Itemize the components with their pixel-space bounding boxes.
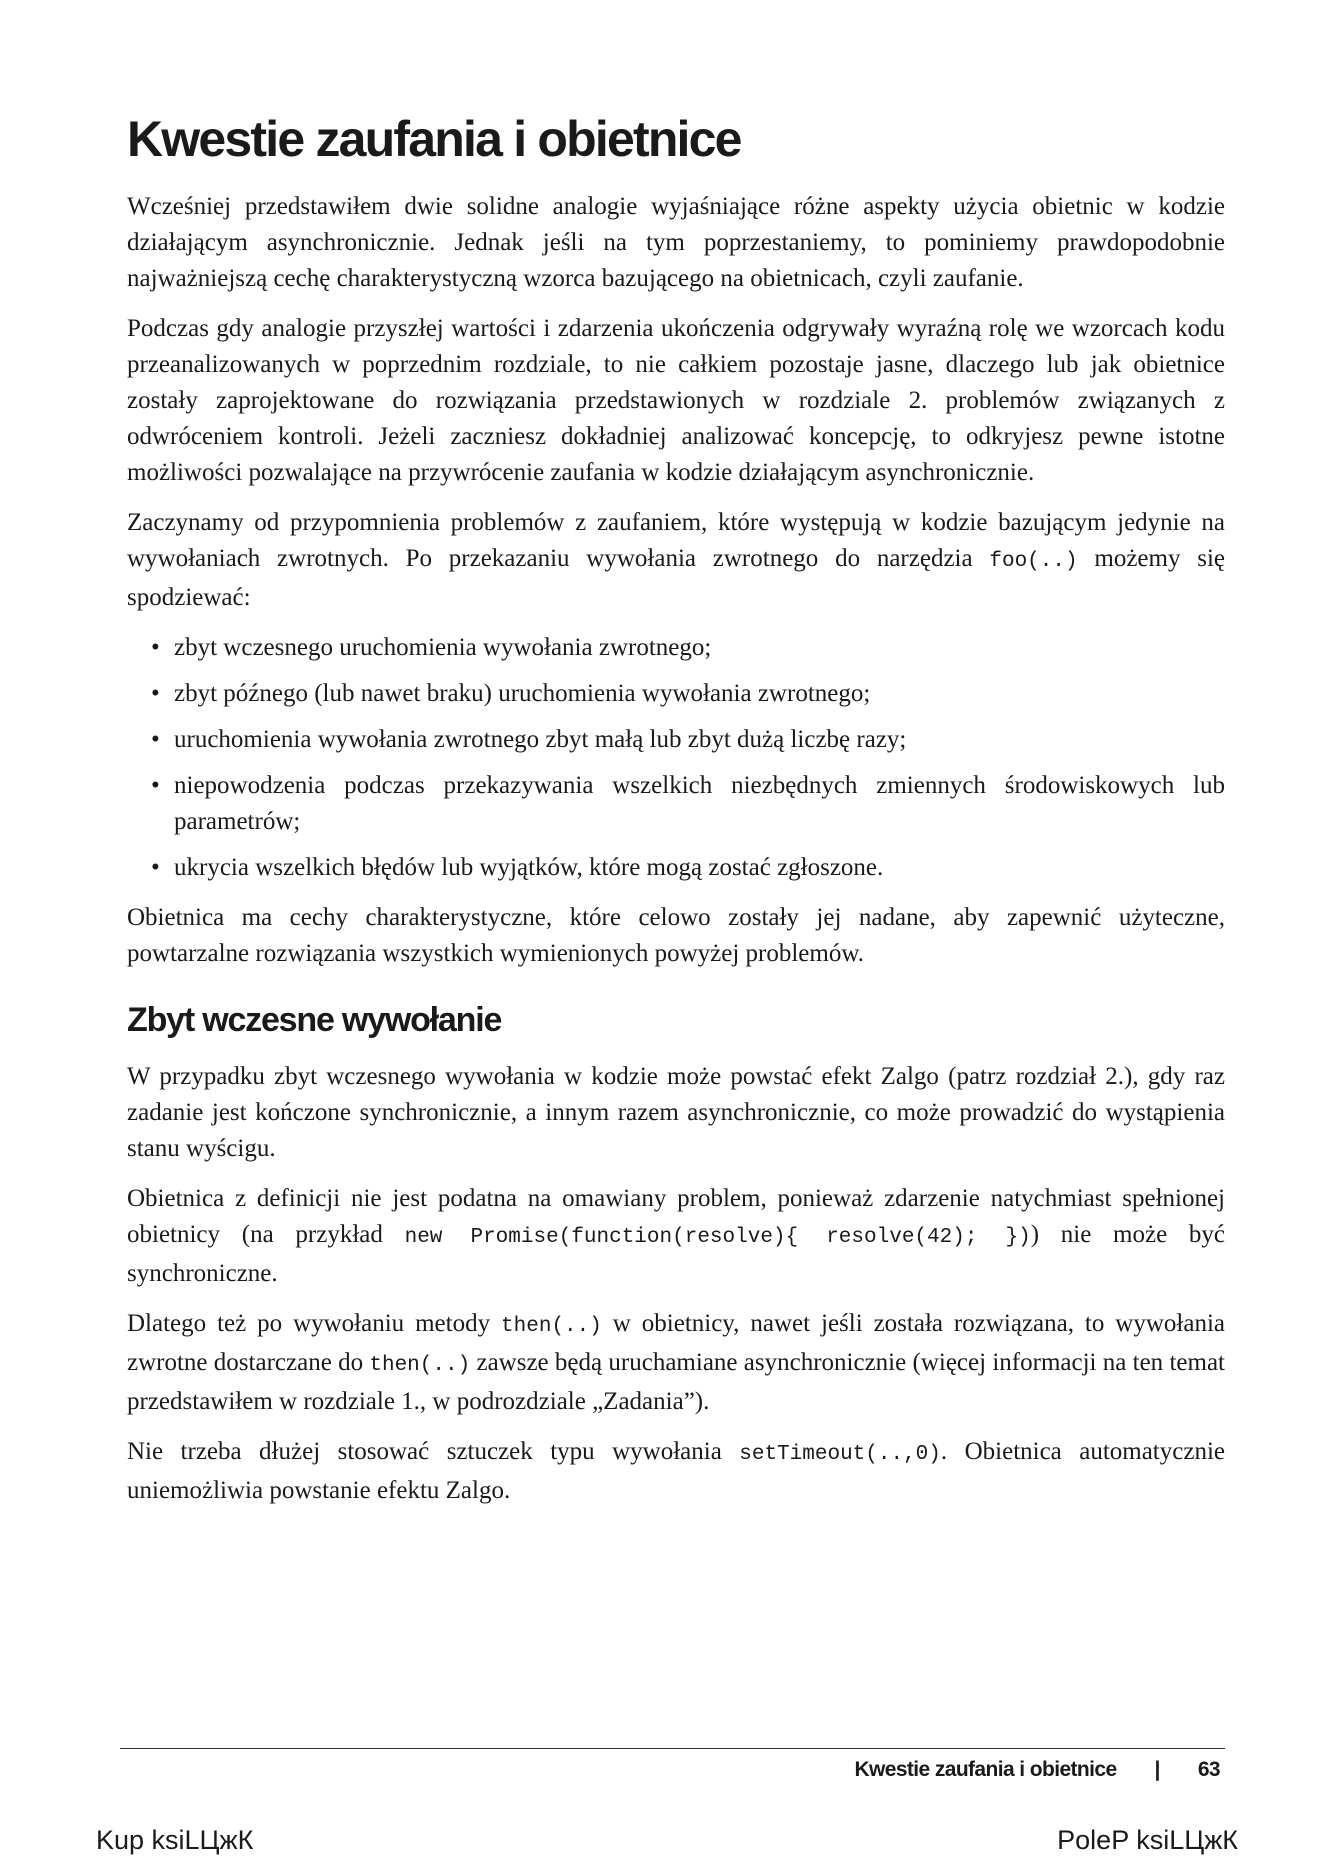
text-run: zawsze będą uruchamiane asynchronicznie (więcej informacji na ten temat przedstawiłem w rozdziale 1., w podrozdziale „Zadania”). <box>127 1349 1225 1416</box>
list-item <box>127 850 1225 886</box>
inline-code: foo(..) <box>989 550 1078 573</box>
bullet-icon: • <box>151 680 160 707</box>
footer-divider <box>120 1748 1225 1749</box>
paragraph: Obietnica ma cechy charakterystyczne, które celowo zostały jej nadane, aby zapewnić użyteczne, powtarzalne rozwiązania wszystkich wymienionych powyżej problemów. <box>127 904 1225 967</box>
page-content <box>127 112 1225 1523</box>
footer-separator: | <box>1154 1758 1160 1781</box>
inline-code: then(..) <box>501 1315 602 1339</box>
paragraph: Podczas gdy analogie przyszłej wartości i zdarzenia ukończenia odgrywały wyraźną rolę we wzorcach kodu przeanalizowanych w poprzednim rozdziale, to nie całkiem pozostaje jasne, dlaczego lub jak obietnice zostały zaprojektowane do rozwiązania przedstawionych w rozdziale 2. problemów związanych z odwróceniem kontroli. Jeżeli zaczniesz dokładniej analizować koncepcję, to odkryjesz pewne istotne możliwości pozwalające na przywrócenie zaufania w kodzie działającym asynchronicznie. <box>127 315 1225 486</box>
bullet-icon: • <box>151 726 160 753</box>
bullet-icon: • <box>151 854 160 881</box>
text-run: możemy się spodziewać: <box>127 545 1225 611</box>
text-run: Nie trzeba dłużej stosować sztuczek typu wywołania <box>127 1438 740 1466</box>
bullet-icon: • <box>151 772 160 799</box>
paragraph <box>127 1181 1225 1292</box>
list-item <box>127 722 1225 758</box>
list-item-text: zbyt wczesnego uruchomienia wywołania zwrotnego; <box>174 634 712 661</box>
page-number: 63 <box>1197 1758 1220 1781</box>
list-item-text: niepowodzenia podczas przekazywania wszelkich niezbędnych zmiennych środowiskowych lub parametrów; <box>174 772 1225 835</box>
text-run: . Obietnica automatycznie uniemożliwia powstanie efektu Zalgo. <box>127 1438 1225 1505</box>
text-run: Dlatego też po wywołaniu metody <box>127 1310 502 1338</box>
list-item <box>127 768 1225 840</box>
inline-code: setTimeout(..,0) <box>739 1443 941 1467</box>
running-footer-title: Kwestie zaufania i obietnice <box>854 1758 1117 1781</box>
paragraph <box>127 1306 1225 1420</box>
paragraph-intro <box>127 505 1225 616</box>
list-item <box>127 676 1225 712</box>
paragraph <box>127 1434 1225 1509</box>
inline-code: new Promise(function(resolve){ resolve(42); }) <box>404 1226 1031 1250</box>
list-item-text: ukrycia wszelkich błędów lub wyjątków, które mogą zostać zgłoszone. <box>174 854 884 881</box>
list-item-text: uruchomienia wywołania zwrotnego zbyt małą lub zbyt dużą liczbę razy; <box>174 726 907 753</box>
inline-code: then(..) <box>369 1354 471 1378</box>
text-run: w obietnicy, nawet jeśli została rozwiązana, to wywołania zwrotne dostarczane do <box>127 1310 1225 1377</box>
list-item-text: zbyt późnego (lub nawet braku) uruchomienia wywołania zwrotnego; <box>174 680 871 707</box>
text-run: Obietnica z definicji nie jest podatna na omawiany problem, ponieważ zdarzenie natychmiast spełnionej obietnicy (na przykład <box>127 1185 1225 1249</box>
paragraph: Wcześniej przedstawiłem dwie solidne analogie wyjaśniające różne aspekty użycia obietnic w kodzie działającym asynchronicznie. Jednak jeśli na tym poprzestaniemy, to pominiemy prawdopodobnie najważniejszą cechę charakterystyczną wzorca bazującego na obietnicach, czyli zaufanie. <box>127 193 1225 292</box>
bullet-list <box>127 630 1225 886</box>
text-run: Zaczynamy od przypomnienia problemów z zaufaniem, które występują w kodzie bazującym jedynie na wywołaniach zwrotnych. Po przekazaniu wywołania zwrotnego do narzędzia <box>127 509 1225 572</box>
section-title: Kwestie zaufania i obietnice <box>127 111 741 167</box>
recommend-book-link[interactable]: PoleP ksiLЦжК <box>1057 1825 1238 1855</box>
paragraph: W przypadku zbyt wczesnego wywołania w kodzie może powstać efekt Zalgo (patrz rozdział 2.), gdy raz zadanie jest kończone synchronicznie, a innym razem asynchronicznie, co może prowadzić do wystąpienia stanu wyścigu. <box>127 1063 1225 1163</box>
bullet-icon: • <box>151 634 160 661</box>
running-footer <box>854 1758 1220 1782</box>
subsection-title: Zbyt wczesne wywołanie <box>127 1001 502 1039</box>
list-item <box>127 630 1225 666</box>
buy-book-link[interactable]: Kup ksiLЦжК <box>96 1825 254 1855</box>
text-run: ) nie może być synchroniczne. <box>127 1221 1225 1288</box>
